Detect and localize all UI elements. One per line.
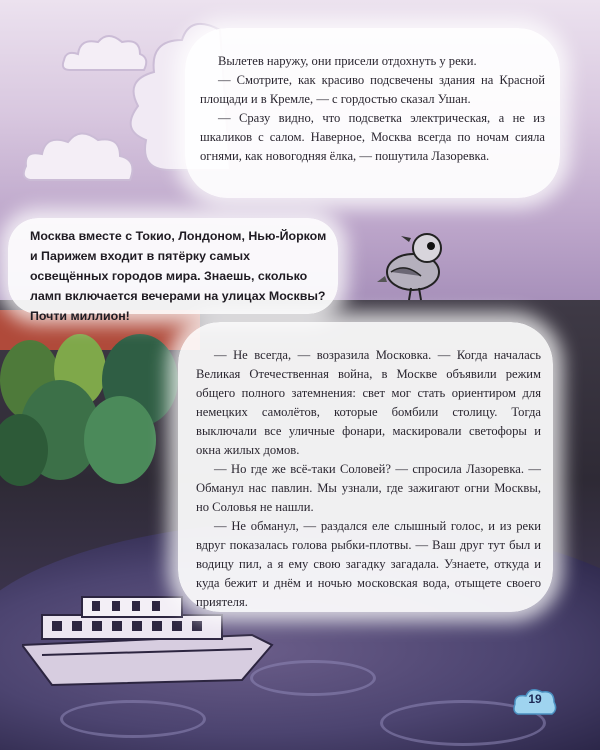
paragraph: Вылетев наружу, они присели отдохнуть у реки. [218, 54, 477, 68]
paragraph: — Но где же всё-таки Соловей? — спросила Лазоревка. — Обманул нас павлин. Мы узнали, где зажигают огни Москвы, но Соловья не нашли. [196, 462, 541, 514]
trees-illustration [0, 310, 200, 510]
paragraph: — Не всегда, — возразила Московка. — Когда началась Великая Отечественная война, в Москве объявили режим общего полного затемнения: свет мог стать ориентиром для немецких самолётов, которые бомбили столицу. Тогда выключали все уличные фонари, маскировали светофоры и окна жилых домов. [196, 348, 541, 457]
river-wave [60, 700, 206, 738]
story-text-bottom [196, 346, 541, 612]
page-number: 19 [528, 692, 542, 706]
paragraph: — Смотрите, как красиво подсвечены здания на Красной площади и в Кремле, — с гордостью сказал Ушан. [200, 73, 545, 106]
fact-box-text: Москва вместе с Токио, Лондоном, Нью-Йорком и Парижем входит в пятёрку самых освещённых городов мира. Знаешь, сколько ламп включается вечерами на улицах Москвы? Почти миллион! [30, 229, 327, 323]
paragraph: — Не обманул, — раздался еле слышный голос, и из реки вдруг показалась голова рыбки-плотвы. — Ваш друг тут был и водицу пил, а я ему свою загадку загадала. Узнаете, откуда и куда бежит и днём и ночью московская вода, отыщете своего приятеля. [196, 519, 541, 609]
story-text-top [200, 52, 545, 166]
paragraph: — Сразу видно, что подсветка электрическая, а не из шкаликов с салом. Наверное, Москва всегда по ночам сияла огнями, как новогодняя ёлка, — пошутила Лазоревка. [200, 111, 545, 163]
bird-illustration [375, 226, 455, 306]
